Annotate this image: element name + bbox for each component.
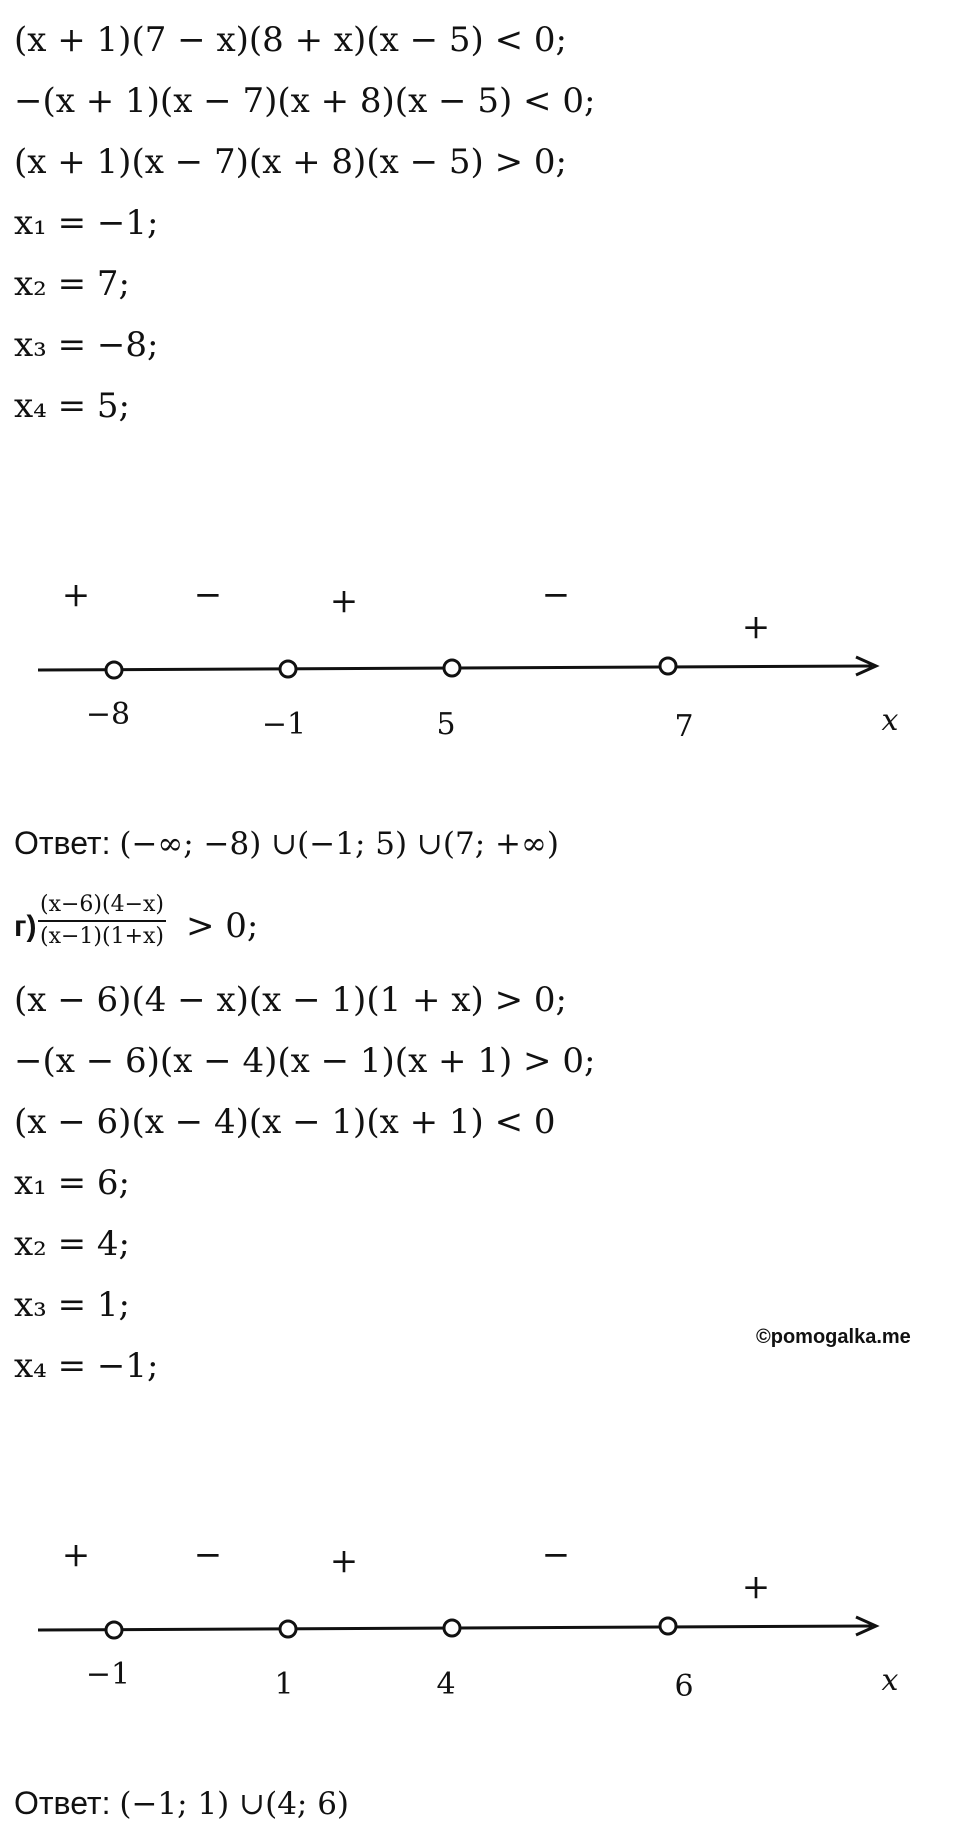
- answer-value: (−1; 1) ∪(4; 6): [119, 1786, 350, 1822]
- interval-sign: −: [193, 1535, 223, 1575]
- open-point: [106, 1622, 122, 1638]
- interval-sign: −: [541, 1535, 571, 1575]
- fraction-numerator: (x−6)(4−x): [38, 890, 166, 922]
- root-line: x₃ = −8;: [14, 325, 159, 365]
- point-label: 7: [674, 709, 694, 744]
- open-point: [660, 658, 676, 674]
- root-line: x₂ = 7;: [14, 264, 130, 304]
- root-line: x₂ = 4;: [14, 1224, 130, 1264]
- answer-label: Ответ:: [14, 825, 111, 861]
- point-label: 4: [436, 1667, 456, 1702]
- answer-value: (−∞; −8) ∪(−1; 5) ∪(7; +∞): [119, 826, 559, 862]
- open-point: [444, 1620, 460, 1636]
- solution-line: (x + 1)(x − 7)(x + 8)(x − 5) > 0;: [14, 142, 567, 182]
- open-point: [106, 662, 122, 678]
- number-line-v: [0, 560, 960, 760]
- solution-line: −(x − 6)(x − 4)(x − 1)(x + 1) > 0;: [14, 1041, 596, 1081]
- number-line-g: [0, 1520, 960, 1720]
- open-point: [280, 661, 296, 677]
- solution-line: (x + 1)(7 − x)(8 + x)(x − 5) < 0;: [14, 20, 567, 60]
- interval-sign: +: [741, 607, 771, 647]
- answer-label: Ответ:: [14, 1785, 111, 1821]
- inequality-rest: > 0;: [186, 906, 259, 946]
- axis-label: x: [881, 703, 899, 738]
- point-label: 5: [436, 707, 456, 742]
- root-line: x₁ = −1;: [14, 203, 159, 243]
- root-line: x₄ = −1;: [14, 1346, 159, 1386]
- open-point: [660, 1618, 676, 1634]
- point-label: −1: [85, 1657, 131, 1692]
- interval-sign: +: [741, 1567, 771, 1607]
- solution-line: (x − 6)(4 − x)(x − 1)(1 + x) > 0;: [14, 980, 567, 1020]
- fraction: [38, 890, 166, 952]
- point-label: −1: [261, 707, 307, 742]
- fraction-denominator: (x−1)(1+x): [40, 924, 165, 949]
- root-line: x₁ = 6;: [14, 1163, 130, 1203]
- point-label: 6: [674, 1669, 694, 1704]
- watermark: ©pomogalka.me: [756, 1326, 911, 1348]
- interval-sign: +: [329, 1541, 359, 1581]
- root-line: x₄ = 5;: [14, 386, 130, 426]
- interval-sign: −: [193, 575, 223, 615]
- solution-line: (x − 6)(x − 4)(x − 1)(x + 1) < 0: [14, 1102, 556, 1142]
- solution-line: −(x + 1)(x − 7)(x + 8)(x − 5) < 0;: [14, 81, 596, 121]
- section-label: г): [14, 910, 37, 943]
- answer-v: [14, 823, 559, 864]
- axis-label: x: [881, 1663, 899, 1698]
- answer-g: [14, 1783, 349, 1824]
- open-point: [280, 1621, 296, 1637]
- interval-sign: +: [329, 581, 359, 621]
- root-line: x₃ = 1;: [14, 1285, 130, 1325]
- interval-sign: +: [61, 1535, 91, 1575]
- open-point: [444, 660, 460, 676]
- interval-sign: +: [61, 575, 91, 615]
- point-label: 1: [274, 1667, 294, 1702]
- interval-sign: −: [541, 575, 571, 615]
- point-label: −8: [85, 697, 131, 732]
